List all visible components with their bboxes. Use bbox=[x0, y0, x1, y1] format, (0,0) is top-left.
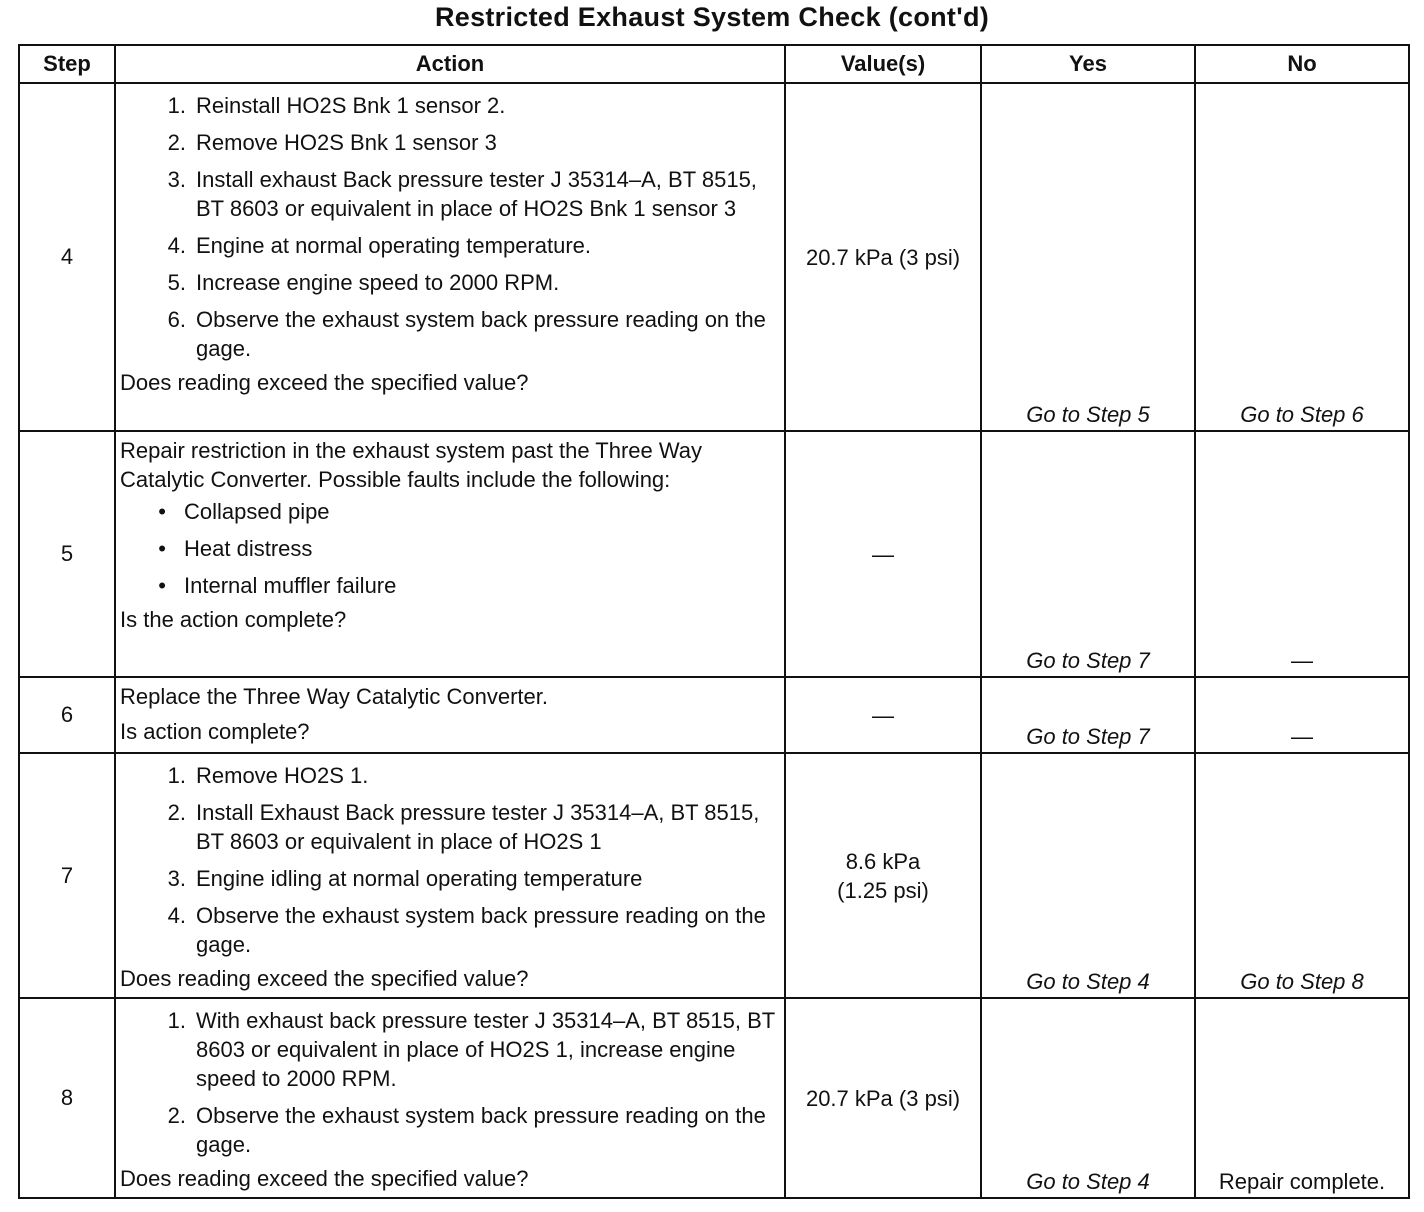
action-item bbox=[120, 761, 776, 790]
item-number: 2. bbox=[167, 800, 186, 825]
table-header-row bbox=[19, 45, 1409, 83]
bullet-text: Collapsed pipe bbox=[184, 499, 330, 524]
item-text: Remove HO2S Bnk 1 sensor 3 bbox=[196, 130, 497, 155]
item-text: With exhaust back pressure tester J 35314–A, BT 8515, BT 8603 or equivalent in place of HO2S 1, increase engine speed to 2000 RPM. bbox=[196, 1008, 775, 1091]
item-text: Observe the exhaust system back pressure reading on the gage. bbox=[196, 1103, 766, 1157]
value-line: 8.6 kPa bbox=[845, 848, 921, 874]
bullet-text: Heat distress bbox=[184, 536, 313, 561]
item-text: Increase engine speed to 2000 RPM. bbox=[196, 270, 560, 295]
step-number: 6 bbox=[19, 677, 115, 753]
action-item bbox=[120, 128, 776, 157]
action-bullet bbox=[120, 497, 776, 526]
item-text: Engine idling at normal operating temperature bbox=[196, 866, 643, 891]
action-item bbox=[120, 1101, 776, 1159]
bullet-mark: • bbox=[158, 573, 166, 598]
action-question: Does reading exceed the specified value? bbox=[120, 966, 529, 991]
value-cell: 20.7 kPa (3 psi) bbox=[785, 998, 981, 1198]
yes-cell: Go to Step 7 bbox=[981, 677, 1195, 753]
yes-cell: Go to Step 4 bbox=[981, 998, 1195, 1198]
action-item bbox=[120, 1006, 776, 1093]
action-item bbox=[120, 268, 776, 297]
step-number: 5 bbox=[19, 431, 115, 677]
action-cell bbox=[115, 998, 785, 1198]
no-cell: Repair complete. bbox=[1195, 998, 1409, 1198]
table-row bbox=[19, 431, 1409, 677]
item-number: 4. bbox=[167, 233, 186, 258]
action-question: Does reading exceed the specified value? bbox=[120, 370, 529, 395]
item-number: 1. bbox=[167, 1008, 186, 1033]
item-text: Observe the exhaust system back pressure reading on the gage. bbox=[196, 903, 766, 957]
item-text: Reinstall HO2S Bnk 1 sensor 2. bbox=[196, 93, 506, 118]
step-number: 8 bbox=[19, 998, 115, 1198]
action-question: Is the action complete? bbox=[120, 607, 347, 632]
step-number: 7 bbox=[19, 753, 115, 998]
table-row bbox=[19, 677, 1409, 753]
table-row bbox=[19, 83, 1409, 431]
bullet-text: Internal muffler failure bbox=[184, 573, 397, 598]
value-cell bbox=[785, 753, 981, 998]
document-title: Restricted Exhaust System Check (cont'd) bbox=[434, 2, 990, 32]
column-header-values: Value(s) bbox=[785, 45, 981, 83]
action-item bbox=[120, 901, 776, 959]
column-header-no: No bbox=[1195, 45, 1409, 83]
column-header-step: Step bbox=[19, 45, 115, 83]
action-bullet bbox=[120, 571, 776, 600]
no-cell: Go to Step 8 bbox=[1195, 753, 1409, 998]
item-number: 1. bbox=[167, 93, 186, 118]
action-cell bbox=[115, 677, 785, 753]
bullet-mark: • bbox=[158, 536, 166, 561]
value-cell: 20.7 kPa (3 psi) bbox=[785, 83, 981, 431]
item-text: Remove HO2S 1. bbox=[196, 763, 369, 788]
action-item bbox=[120, 864, 776, 893]
action-cell bbox=[115, 431, 785, 677]
item-number: 5. bbox=[167, 270, 186, 295]
action-cell bbox=[115, 753, 785, 998]
action-item bbox=[120, 165, 776, 223]
action-intro: Repair restriction in the exhaust system past the Three Way Catalytic Converter. Possible faults include the following: bbox=[120, 438, 703, 492]
table-row bbox=[19, 998, 1409, 1198]
no-cell: Go to Step 6 bbox=[1195, 83, 1409, 431]
table-row bbox=[19, 753, 1409, 998]
column-header-action: Action bbox=[115, 45, 785, 83]
action-question: Is action complete? bbox=[120, 719, 310, 744]
action-question: Does reading exceed the specified value? bbox=[120, 1166, 529, 1191]
action-bullet bbox=[120, 534, 776, 563]
action-cell bbox=[115, 83, 785, 431]
value-cell: — bbox=[785, 431, 981, 677]
item-number: 1. bbox=[167, 763, 186, 788]
action-item bbox=[120, 305, 776, 363]
action-intro: Replace the Three Way Catalytic Converter. bbox=[120, 684, 548, 709]
item-number: 3. bbox=[167, 167, 186, 192]
diagnostic-table bbox=[18, 44, 1410, 1199]
yes-cell: Go to Step 7 bbox=[981, 431, 1195, 677]
item-text: Engine at normal operating temperature. bbox=[196, 233, 592, 258]
yes-cell: Go to Step 4 bbox=[981, 753, 1195, 998]
step-number: 4 bbox=[19, 83, 115, 431]
value-cell: — bbox=[785, 677, 981, 753]
value-line: (1.25 psi) bbox=[837, 877, 929, 903]
item-text: Install Exhaust Back pressure tester J 35314–A, BT 8515, BT 8603 or equivalent in place of HO2S 1 bbox=[196, 800, 760, 854]
no-cell: — bbox=[1195, 431, 1409, 677]
item-number: 4. bbox=[167, 903, 186, 928]
action-item bbox=[120, 231, 776, 260]
item-number: 2. bbox=[167, 1103, 186, 1128]
item-number: 6. bbox=[167, 307, 186, 332]
action-item bbox=[120, 798, 776, 856]
no-cell: — bbox=[1195, 677, 1409, 753]
action-item bbox=[120, 91, 776, 120]
item-text: Observe the exhaust system back pressure reading on the gage. bbox=[196, 307, 766, 361]
item-text: Install exhaust Back pressure tester J 35314–A, BT 8515, BT 8603 or equivalent in place of HO2S Bnk 1 sensor 3 bbox=[196, 167, 757, 221]
yes-cell: Go to Step 5 bbox=[981, 83, 1195, 431]
column-header-yes: Yes bbox=[981, 45, 1195, 83]
item-number: 3. bbox=[167, 866, 186, 891]
bullet-mark: • bbox=[158, 499, 166, 524]
item-number: 2. bbox=[167, 130, 186, 155]
